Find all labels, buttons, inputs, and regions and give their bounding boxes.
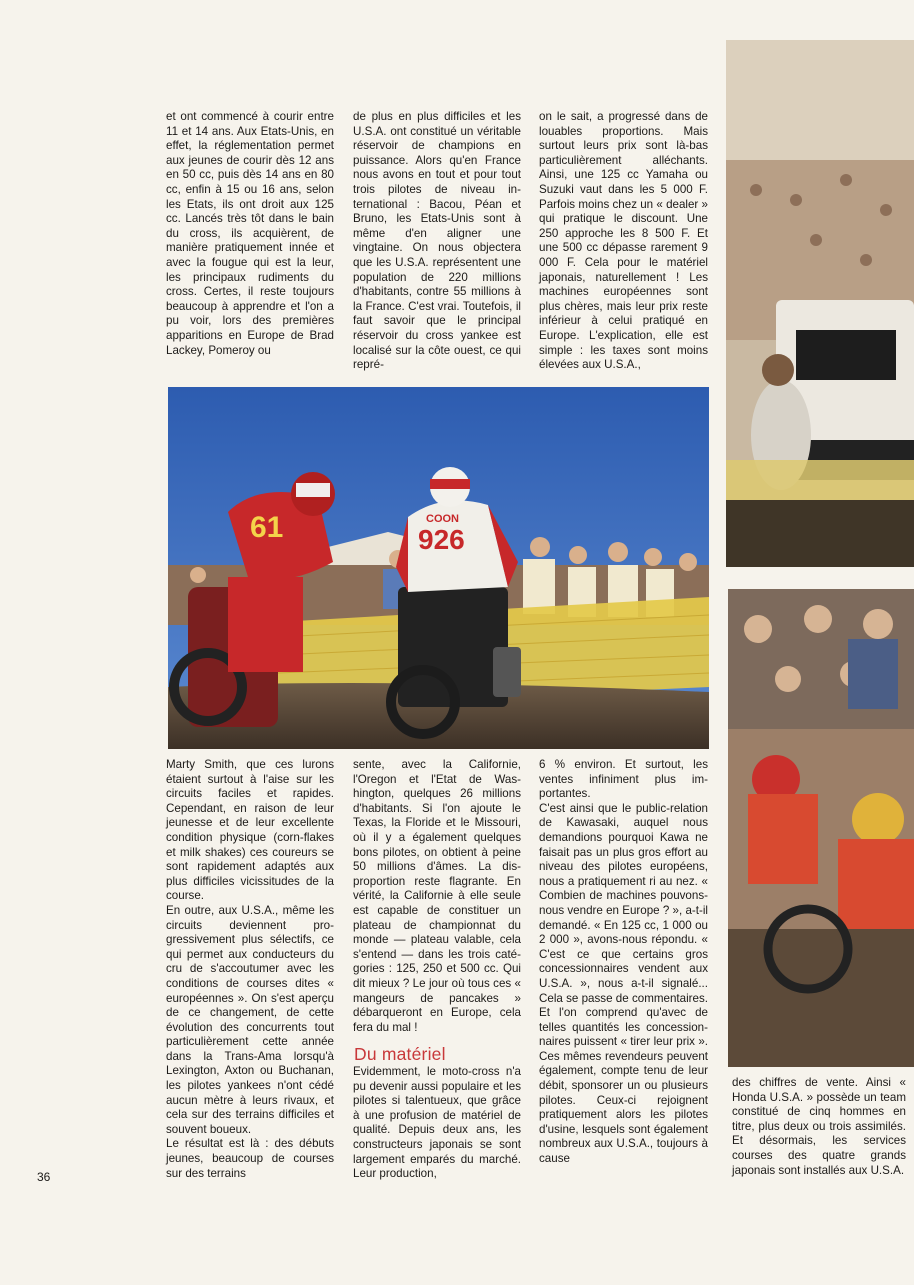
rider-right-name: COON [426,513,459,525]
section-heading: Du matériel [354,1044,446,1064]
article-column-bottom-2: sente, avec la Californie, l'Oregon et l'Etat de Washington, quelques 26 millions d'habitants. Si l'on ajoute le Texas, la Floride et le Missouri, où il y a également quelques bons pilotes, on obtient à peine 50 millions d'âmes. La disproportion reste flagrante. En vérité, la Californie à elle seule est capable de constituer un plateau de championnat du monde — plateau valable, cela s'entend — dans les trois catégories : 125, 250 et 500 cc. Qui dit mieux ? Le jour où tous ces « mangeurs de pancakes » débarqueront en Europe, cela fera du mal ! [353,758,521,1034]
page-number: 36 [37,1170,51,1184]
article-column-top-3: on le sait, a progressé dans de louables proportions. Mais surtout leurs prix sont là-bas particulièrement alléchants. Ainsi, une 125 cc Yamaha ou Suzuki vaut dans les 5 000 F. Parfois moins chez un « dealer » qui pratique le discount. Une 250 approche les 8 500 F. Et une 500 cc dépasse rarement 9 000 F. Cela pour le matériel japonais, naturellement ! Les machines européennes sont plus chères, mais leur prix reste inférieur à celui pratiqué en Europe. L'explication, elle est simple : les taxes sont moins élevées aux U.S.A., [539,110,708,372]
spectators-jeep-photo [726,40,914,567]
article-column-bottom-1: Marty Smith, que ces lurons étaient surtout à l'aise sur les circuits faciles et rapides. Cependant, en raison de leur jeunesse et de leur excellente condition physique (corn-flakes et milk shakes) ces coureurs se sont rapidement adaptés aux plus difficiles vicissitudes de la course. En outre, aux U.S.A., même les circuits deviennent progressivement plus sélectifs, ce qui permet aux conducteurs du cru de s'accoutumer avec les conditions de courses dites « européennes ». On s'est aperçu de ce changement, de cette évolution des concurrents tout particulièrement cette année dans la Trans-Ama lorsqu'à Lexington, Axton ou Buchanan, les pilotes yankees n'ont cédé aucun mètre à leurs rivaux, et cela sur des terrains difficiles et souvent boueux. Le résultat est là : des débuts jeunes, beaucoup de courses sur des terrains [166,758,334,1180]
section-paragraph: Evidemment, le moto-cross n'a pu devenir aussi populaire et les pilotes si talentueux, que grâce à une profusion de matériel de qualité. Depuis deux ans, les constructeurs japonais se sont largement emparés du marché. Leur production, [353,1065,521,1181]
article-column-bottom-3: 6 % environ. Et surtout, les ventes infiniment plus importantes. C'est ainsi que le public-relation de Kawasaki, auquel nous demandions pourquoi Kawa ne faisait pas un plus gros effort au niveau des pilotes européens, nous a pratiquement ri au nez. « Combien de machines pouvons-nous vendre en Europe ? », a-t-il demandé. « En 125 cc, 1 000 ou 2 000 », avons-nous répondu. « C'est ce que certains gros concessionnaires vendent aux U.S.A. », nous a-t-il signalé... Cela se passe de commentaires. Et l'on comprend qu'avec de telles quantités les concessionnaires puissent « tirer leur prix ». Ces mêmes revendeurs peuvent également, compte tenu de leur débit, sponsorer un ou plusieurs pilotes. Ceux-ci rejoignent pratiquement alors les pilotes d'usine, lesquels sont également nombreux aux U.S.A., toujours à cause [539,758,708,1166]
rider-right-number: 926 [418,524,465,555]
riders-crowd-photo [728,589,914,1067]
article-column-top-2: de plus en plus difficiles et les U.S.A. ont constitué un véritable réservoir de champions en puissance. Alors qu'en France nous avons en tout et pour tout trois pilotes de niveau international : Bacou, Péan et Bruno, les Etats-Unis sont à même d'en aligner une vingtaine. On nous objectera que les U.S.A. représentent une population de 220 millions d'habitants, contre 55 millions à la France. C'est vrai. Toutefois, il faut savoir que le principal réservoir du cross yankee est localisé sur la côte ouest, ce qui repré- [353,110,521,372]
motocross-race-photo [168,387,709,749]
rider-left-number: 61 [250,511,284,544]
article-column-top-1: et ont commencé à courir entre 11 et 14 ans. Aux Etats-Unis, en effet, la réglementation permet aux jeunes de courir dès 12 ans en 50 cc, puis dès 14 ans en 80 cc, enfin à 15 ou 16 ans, selon les Etats, ils ont droit aux 125 cc. Lancés très tôt dans le bain du cross, ils acquièrent, de manière pratiquement innée et avec la fougue qui est la leur, les principaux rudiments du cross. Certes, il reste toujours beaucoup à apprendre et l'on a pu voir, lors des premières apparitions en Europe de Brad Lackey, Pomeroy ou [166,110,334,357]
article-column-bottom-4: des chiffres de vente. Ainsi « Honda U.S.A. » possède un team constitué de cinq hommes en titre, plus deux ou trois assimilés. Et désormais, les services courses des quatre grands japonais sont installés aux U.S.A. [732,1076,906,1177]
